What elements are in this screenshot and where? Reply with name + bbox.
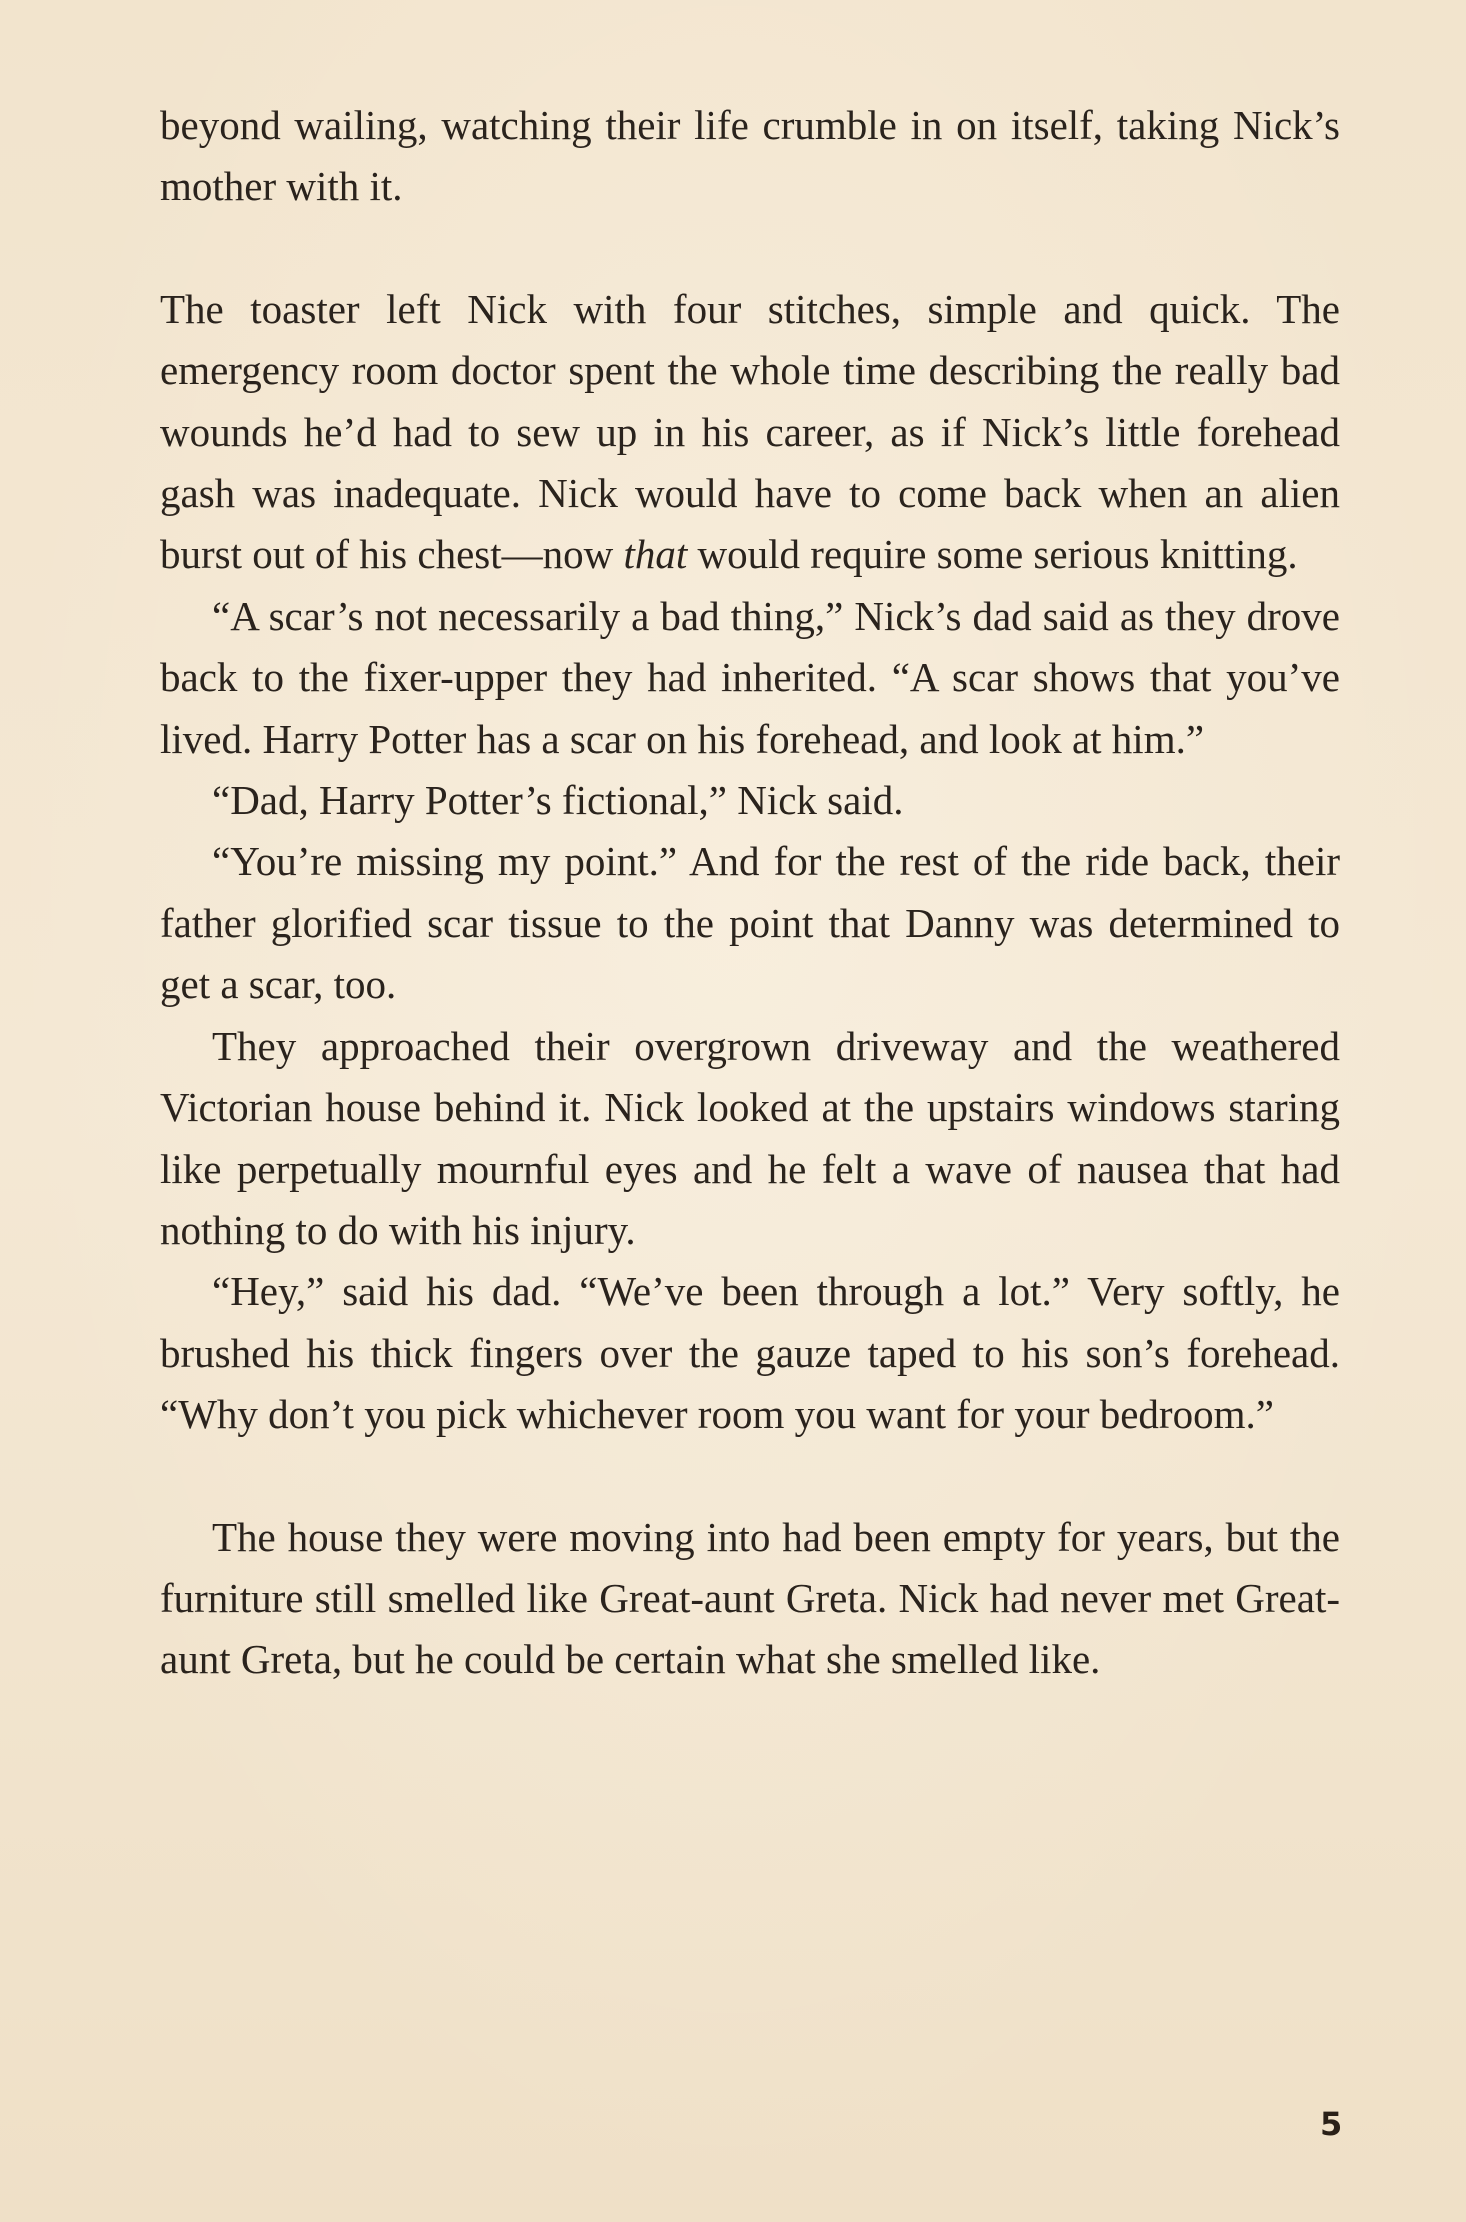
body-text [160, 95, 1340, 1691]
paragraph-2-text-after: would require some serious knitting. [687, 531, 1298, 578]
page-number: 5 [1320, 2105, 1343, 2143]
paragraph-1: beyond wailing, watching their life crumble in on itself, taking Nick’s mother with it. [160, 102, 1340, 210]
paragraph-6: They approached their overgrown driveway and the weathered Victorian house behind it. Nick looked at the upstairs windows staring like perpetually mournful eyes and he felt a wave of nausea that had nothing to do with his injury. [160, 1022, 1340, 1253]
paragraph-9: The house they were moving into had been empty for years, but the furniture still smelled like Great-aunt Greta. Nick had never met Great-aunt Greta, but he could be certain what she smelled like. [160, 1513, 1340, 1683]
section-break-1 [160, 218, 1340, 279]
paragraph-2-text-before: The toaster left Nick with four stitches, simple and quick. The emergency room doctor spent the whole time describing the really bad wounds he’d had to sew up in his career, as if Nick’s little forehead gash was inadequate. Nick would have to come back when an alien burst out of his chest—now [160, 285, 1340, 578]
paragraph-2-italic-word: that [623, 531, 688, 578]
paragraph-2 [160, 279, 1340, 586]
paragraph-3: “A scar’s not necessarily a bad thing,” Nick’s dad said as they drove back to the fixer-upper they had inherited. “A scar shows that you’ve lived. Harry Potter has a scar on his forehead, and look at him.” [160, 592, 1340, 762]
paragraph-7: “Hey,” said his dad. “We’ve been through a lot.” Very softly, he brushed his thick fingers over the gauze taped to his son’s forehead. “Why don’t you pick whichever room you want for your bedroom.” [160, 1268, 1340, 1438]
paragraph-5: “You’re missing my point.” And for the rest of the ride back, their father glorified scar tissue to the point that Danny was determined to get a scar, too. [160, 838, 1340, 1008]
section-break-2 [160, 1446, 1340, 1507]
paragraph-4: “Dad, Harry Potter’s fictional,” Nick said. [212, 777, 904, 824]
